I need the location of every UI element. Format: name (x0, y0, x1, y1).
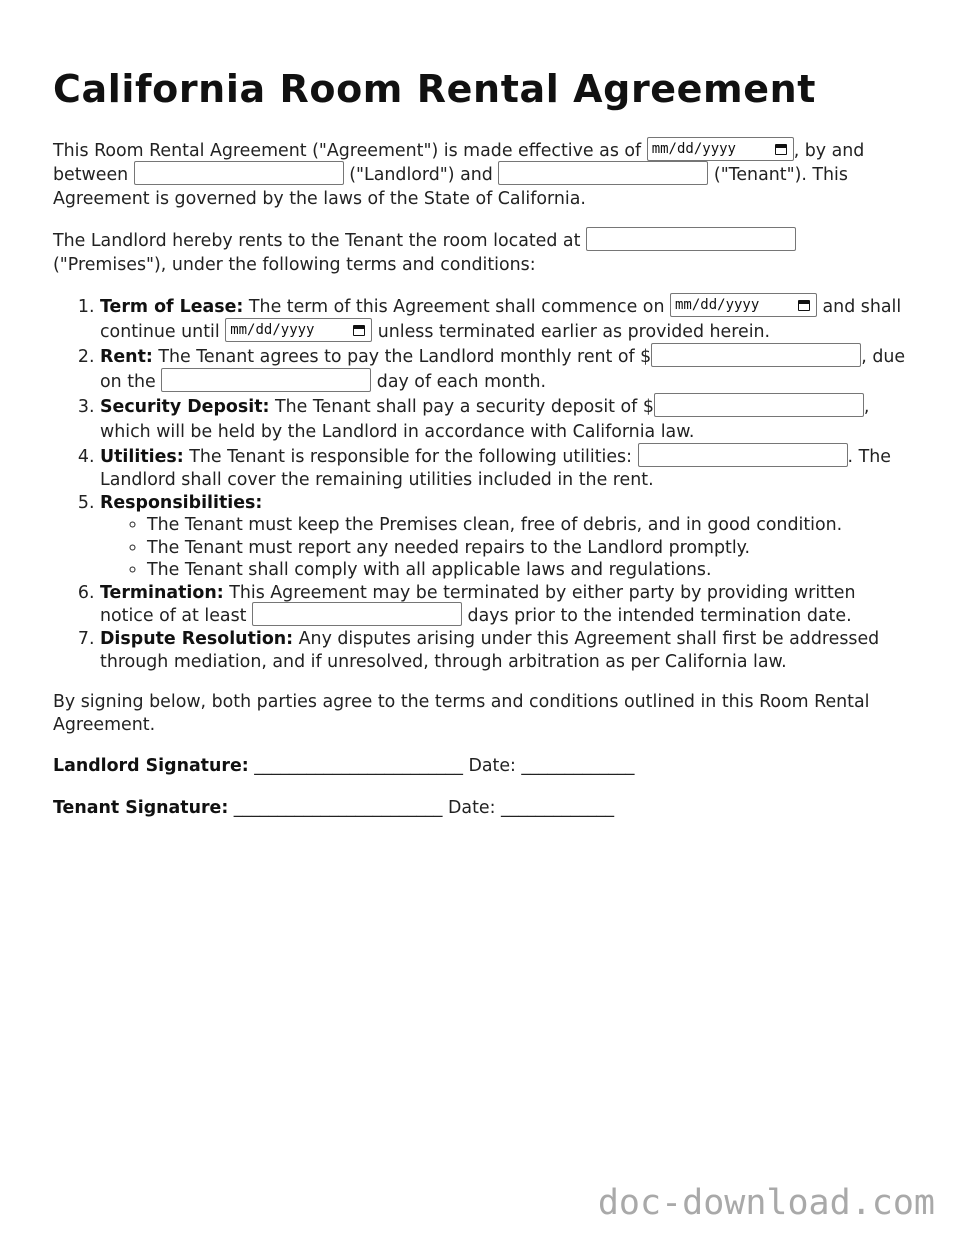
term-text-1: The term of this Agreement shall commence on (243, 297, 670, 317)
termination-text-2: days prior to the intended termination date. (462, 606, 852, 626)
dispute-resolution-item (100, 628, 909, 673)
tenant-signature-blank: ________________________ (228, 798, 449, 818)
calendar-icon[interactable] (798, 300, 810, 311)
closing-paragraph: By signing below, both parties agree to the terms and conditions outlined in this Room Rental Agreement. (53, 692, 870, 735)
watermark: doc-download.com (597, 1183, 935, 1223)
tenant-name-input[interactable] (498, 161, 708, 185)
page-title: California Room Rental Agreement (53, 67, 817, 111)
termination-label: Termination: (100, 582, 224, 603)
term-text-2: and shall continue until (100, 297, 902, 342)
landlord-name-input[interactable] (134, 161, 344, 185)
landlord-date-blank: _____________ (515, 756, 635, 776)
calendar-icon[interactable] (353, 325, 365, 336)
rent-text-1: The Tenant agrees to pay the Landlord monthly rent of $ (152, 347, 652, 367)
tenant-signature-label: Tenant Signature: (53, 798, 229, 818)
effective-date-input[interactable] (647, 137, 794, 161)
intro-text-3: ("Landlord") and (343, 165, 499, 185)
list-item: ◦ The Tenant must report any needed repairs to the Landlord promptly. (147, 537, 909, 560)
effective-date-placeholder: mm/dd/yyyy (651, 141, 736, 157)
lease-start-date-placeholder: mm/dd/yyyy (675, 296, 760, 313)
security-deposit-item (100, 395, 909, 445)
security-deposit-input[interactable] (654, 393, 864, 417)
landlord-signature-blank: ________________________ (248, 756, 469, 776)
utilities-label: Utilities: (100, 447, 184, 467)
deposit-text-1: The Tenant shall pay a security deposit of $ (269, 397, 654, 417)
responsibilities-label: Responsibilities: (100, 492, 263, 513)
rent-due-day-input[interactable] (161, 368, 371, 392)
rent-text-2: , due on the (100, 347, 906, 392)
intro-paragraph (53, 139, 909, 211)
premises-text-1: The Landlord hereby rents to the Tenant the room located at (53, 231, 586, 251)
terms-list (53, 295, 909, 445)
lease-end-date-placeholder: mm/dd/yyyy (230, 321, 315, 338)
responsibilities-item (100, 492, 909, 582)
dispute-text-1: Any disputes arising under this Agreement shall first be addressed through mediation, and if unresolved, through arbitration as per California law. (100, 629, 880, 672)
monthly-rent-input[interactable] (651, 343, 861, 367)
document-page (53, 62, 909, 838)
utilities-text-1: The Tenant is responsible for the following utilities: (183, 447, 638, 467)
landlord-signature-line (53, 754, 909, 778)
utilities-text-2: . The Landlord shall cover the remaining utilities included in the rent. (100, 447, 891, 490)
intro-text-4: ("Tenant"). This Agreement is governed by the laws of the State of California. (53, 165, 848, 209)
dispute-resolution-label: Dispute Resolution: (100, 629, 294, 649)
notice-days-input[interactable] (252, 602, 462, 626)
tenant-signature-line (53, 796, 909, 820)
termination-item (100, 582, 909, 629)
landlord-date-label: Date: (468, 756, 516, 776)
calendar-icon[interactable] (775, 144, 787, 155)
term-of-lease-label: Term of Lease: (100, 297, 244, 317)
list-item: ◦ The Tenant must keep the Premises clean, free of debris, and in good condition. (147, 514, 909, 537)
premises-text-2: ("Premises"), under the following terms and conditions: (53, 255, 536, 275)
terms-list-continued (53, 445, 909, 673)
tenant-date-label: Date: (448, 798, 496, 818)
premises-paragraph (53, 229, 909, 277)
utilities-input[interactable] (638, 443, 848, 467)
term-text-3: unless terminated earlier as provided herein. (372, 322, 771, 342)
intro-text-1: This Room Rental Agreement ("Agreement") is made effective as of (53, 141, 647, 161)
utilities-item (100, 445, 909, 492)
rent-text-3: day of each month. (371, 372, 547, 392)
lease-start-date-input[interactable] (670, 293, 817, 317)
termination-text-1: This Agreement may be terminated by either party by providing written notice of at least (100, 582, 856, 626)
term-of-lease-item (100, 295, 909, 345)
intro-text-2: , by and between (53, 141, 865, 185)
premises-address-input[interactable] (586, 227, 796, 251)
rent-label: Rent: (100, 347, 153, 367)
responsibilities-list (100, 514, 909, 582)
list-item: ◦ The Tenant shall comply with all applicable laws and regulations. (147, 559, 909, 582)
landlord-signature-label: Landlord Signature: (53, 756, 249, 776)
security-deposit-label: Security Deposit: (100, 397, 270, 417)
lease-end-date-input[interactable] (225, 318, 372, 342)
tenant-date-blank: _____________ (495, 798, 615, 818)
deposit-text-2: , which will be held by the Landlord in accordance with California law. (100, 397, 870, 442)
rent-item (100, 345, 909, 395)
